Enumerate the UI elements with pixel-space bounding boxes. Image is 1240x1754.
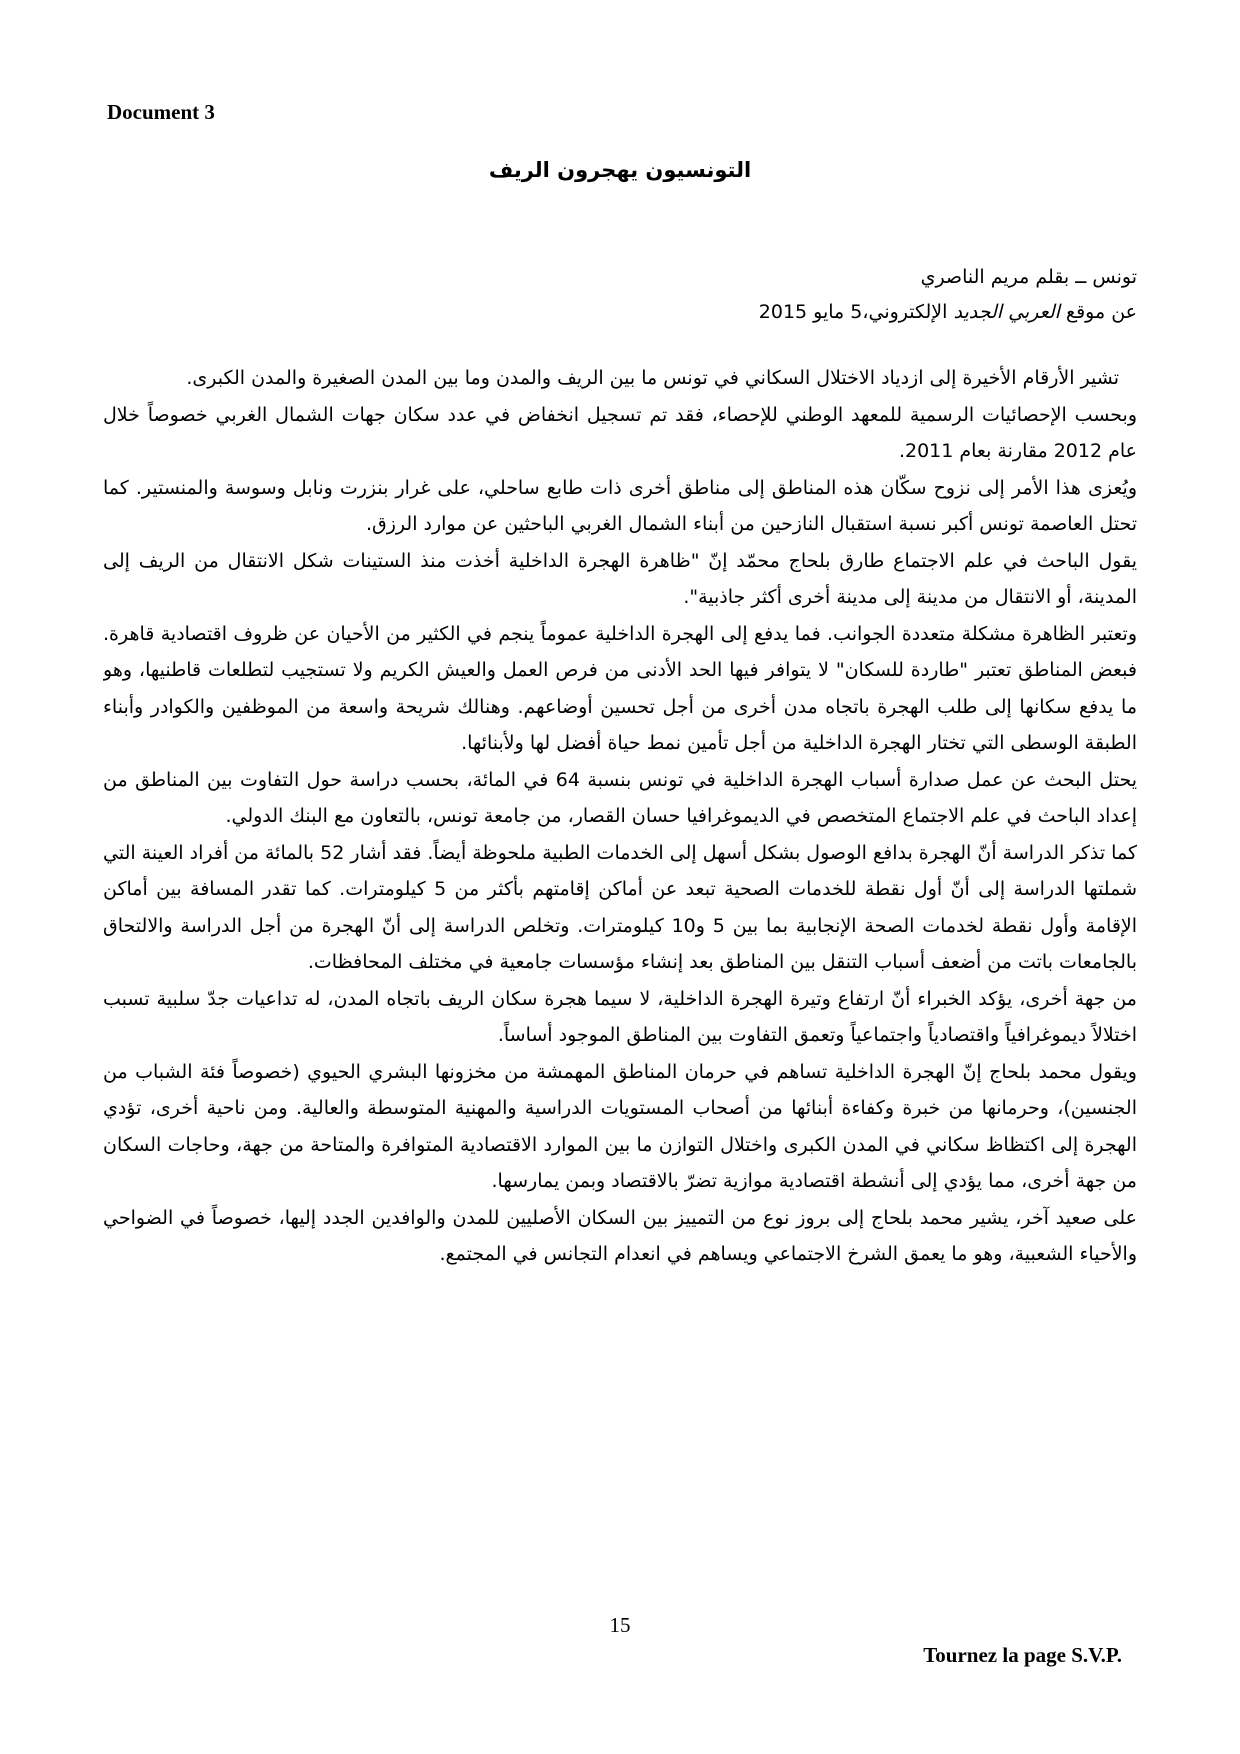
byline-source <box>103 295 1137 330</box>
paragraph: يحتل البحث عن عمل صدارة أسباب الهجرة الداخلية في تونس بنسبة 64 في المائة، بحسب دراسة حول التفاوت بين المناطق من إعداد الباحث في علم الاجتماع المتخصص في الديموغرافيا حسان القصار، من جامعة تونس، بالتعاون مع البنك الدولي. <box>103 768 1137 827</box>
article-title: التونسيون يهجرون الريف <box>488 158 752 182</box>
paragraph: من جهة أخرى، يؤكد الخبراء أنّ ارتفاع وتيرة الهجرة الداخلية، لا سيما هجرة سكان الريف باتجاه المدن، له تداعيات جدّ سلبية تسبب اختلالاً ديموغرافياً واقتصادياً واجتماعياً وتعمق التفاوت بين المناطق الموجود أساساً. <box>103 987 1137 1046</box>
page-number: 15 <box>609 1613 631 1637</box>
paragraph: يقول الباحث في علم الاجتماع طارق بلحاج محمّد إنّ "ظاهرة الهجرة الداخلية أخذت منذ الستينات شكل الانتقال من الريف إلى المدينة، أو الانتقال من مدينة إلى مدينة أخرى أكثر جاذبية". <box>103 549 1137 608</box>
byline-source-suffix: الإلكتروني،5 مايو 2015 <box>758 301 954 323</box>
byline-source-name: العربي الجديد <box>953 301 1060 323</box>
paragraph: على صعيد آخر، يشير محمد بلحاج إلى بروز نوع من التمييز بين السكان الأصليين للمدن والوافدين الجدد إليها، خصوصاً في الضواحي والأحياء الشعبية، وهو ما يعمق الشرخ الاجتماعي ويساهم في انعدام التجانس في المجتمع. <box>103 1206 1137 1265</box>
paragraph: تشير الأرقام الأخيرة إلى ازدياد الاختلال السكاني في تونس ما بين الريف والمدن وما بين المدن الصغيرة والمدن الكبرى. <box>186 367 1119 389</box>
document-label: Document 3 <box>107 100 215 124</box>
byline-author: تونس ــ بقلم مريم الناصري <box>920 266 1137 288</box>
paragraph: ويُعزى هذا الأمر إلى نزوح سكّان هذه المناطق إلى مناطق أخرى ذات طابع ساحلي، على غرار بنزرت ونابل وسوسة والمنستير. كما تحتل العاصمة تونس أكبر نسبة استقبال النازحين من أبناء الشمال الغربي الباحثين عن موارد الرزق. <box>103 476 1137 535</box>
paragraph: وبحسب الإحصائيات الرسمية للمعهد الوطني للإحصاء، فقد تم تسجيل انخفاض في عدد سكان جهات الشمال الغربي خصوصاً خلال عام 2012 مقارنة بعام 2011. <box>103 403 1137 462</box>
paragraph: وتعتبر الظاهرة مشكلة متعددة الجوانب. فما يدفع إلى الهجرة الداخلية عموماً ينجم في الكثير من الأحيان عن ظروف اقتصادية قاهرة. فبعض المناطق تعتبر "طاردة للسكان" لا يتوافر فيها الحد الأدنى من فرص العمل والعيش الكريم ولا تستجيب لتطلعات قاطنيها، وهو ما يدفع سكانها إلى طلب الهجرة باتجاه مدن أخرى من أجل تحسين أوضاعهم. وهنالك شريحة واسعة من الموظفين والكوادر وأبناء الطبقة الوسطى التي تختار الهجرة الداخلية من أجل تأمين نمط حياة أفضل لها ولأبنائها. <box>103 622 1137 754</box>
paragraph: كما تذكر الدراسة أنّ الهجرة بدافع الوصول بشكل أسهل إلى الخدمات الطبية ملحوظة أيضاً. فقد أشار 52 بالمائة من أفراد العينة التي شملتها الدراسة إلى أنّ أول نقطة للخدمات الصحية تبعد عن أماكن إقامتهم بأكثر من 5 كيلومترات. كما تقدر المسافة بين أماكن الإقامة وأول نقطة لخدمات الصحة الإنجابية بما بين 5 و10 كيلومترات. وتخلص الدراسة إلى أنّ الهجرة من أجل الدراسة والالتحاق بالجامعات باتت من أضعف أسباب التنقل بين المناطق بعد إنشاء مؤسسات جامعية في مختلف المحافظات. <box>103 841 1137 973</box>
paragraph: ويقول محمد بلحاج إنّ الهجرة الداخلية تساهم في حرمان المناطق المهمشة من مخزونها البشري الحيوي (خصوصاً فئة الشباب من الجنسين)، وحرمانها من خبرة وكفاءة أبنائها من أصحاب المستويات الدراسية والمهنية المتوسطة والعالية. ومن ناحية أخرى، تؤدي الهجرة إلى اكتظاظ سكاني في المدن الكبرى واختلال التوازن ما بين الموارد الاقتصادية المتوافرة والمتاحة من جهة، وحاجات السكان من جهة أخرى، مما يؤدي إلى أنشطة اقتصادية موازية تضرّ بالاقتصاد وبمن يمارسها. <box>103 1060 1137 1192</box>
byline <box>103 260 1137 330</box>
article-body <box>103 360 1137 1600</box>
turn-page-note: Tournez la page S.V.P. <box>923 1643 1122 1667</box>
byline-source-prefix: عن موقع <box>1059 301 1137 323</box>
